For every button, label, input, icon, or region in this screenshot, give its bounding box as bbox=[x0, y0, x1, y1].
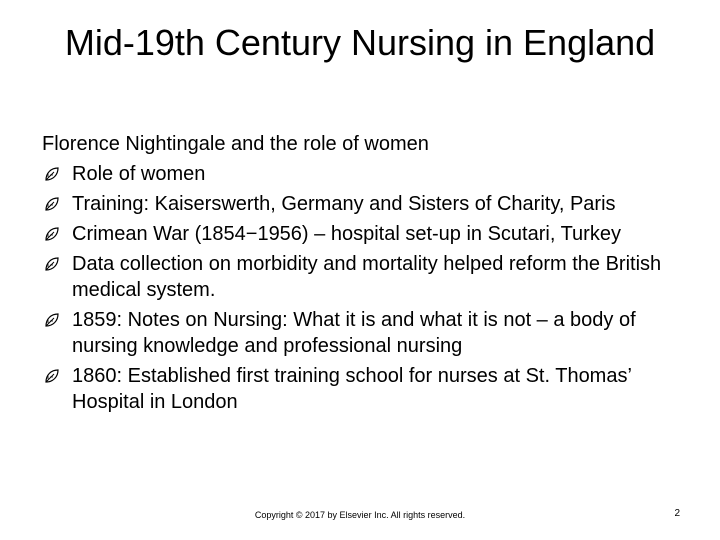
bullet-text: Training: Kaiserswerth, Germany and Sisters of Charity, Paris bbox=[72, 193, 616, 215]
leaf-bullet-icon bbox=[44, 311, 60, 329]
bullet-item bbox=[42, 363, 682, 415]
bullet-item bbox=[42, 191, 682, 217]
bullet-item bbox=[42, 221, 682, 247]
bullet-item bbox=[42, 251, 682, 303]
page-number: 2 bbox=[674, 508, 680, 519]
bullet-item bbox=[42, 161, 682, 187]
leaf-bullet-icon bbox=[44, 255, 60, 273]
leaf-bullet-icon bbox=[44, 367, 60, 385]
bullet-list bbox=[42, 161, 682, 415]
leaf-bullet-icon bbox=[44, 195, 60, 213]
bullet-item bbox=[42, 307, 682, 359]
leaf-bullet-icon bbox=[44, 165, 60, 183]
bullet-text: Data collection on morbidity and mortality helped reform the British medical system. bbox=[72, 253, 662, 301]
intro-text: Florence Nightingale and the role of women bbox=[42, 133, 429, 155]
leaf-bullet-icon bbox=[44, 225, 60, 243]
slide-title: Mid-19th Century Nursing in England bbox=[64, 22, 656, 63]
bullet-text: 1860: Established first training school for nurses at St. Thomas’ Hospital in London bbox=[72, 365, 632, 413]
bullet-text: Crimean War (1854−1956) – hospital set-up in Scutari, Turkey bbox=[72, 223, 621, 245]
slide-body bbox=[42, 131, 682, 415]
copyright-footer: Copyright © 2017 by Elsevier Inc. All rights reserved. bbox=[254, 510, 466, 520]
bullet-text: Role of women bbox=[72, 163, 206, 185]
bullet-text: 1859: Notes on Nursing: What it is and what it is not – a body of nursing knowledge and professional nursing bbox=[72, 309, 636, 357]
